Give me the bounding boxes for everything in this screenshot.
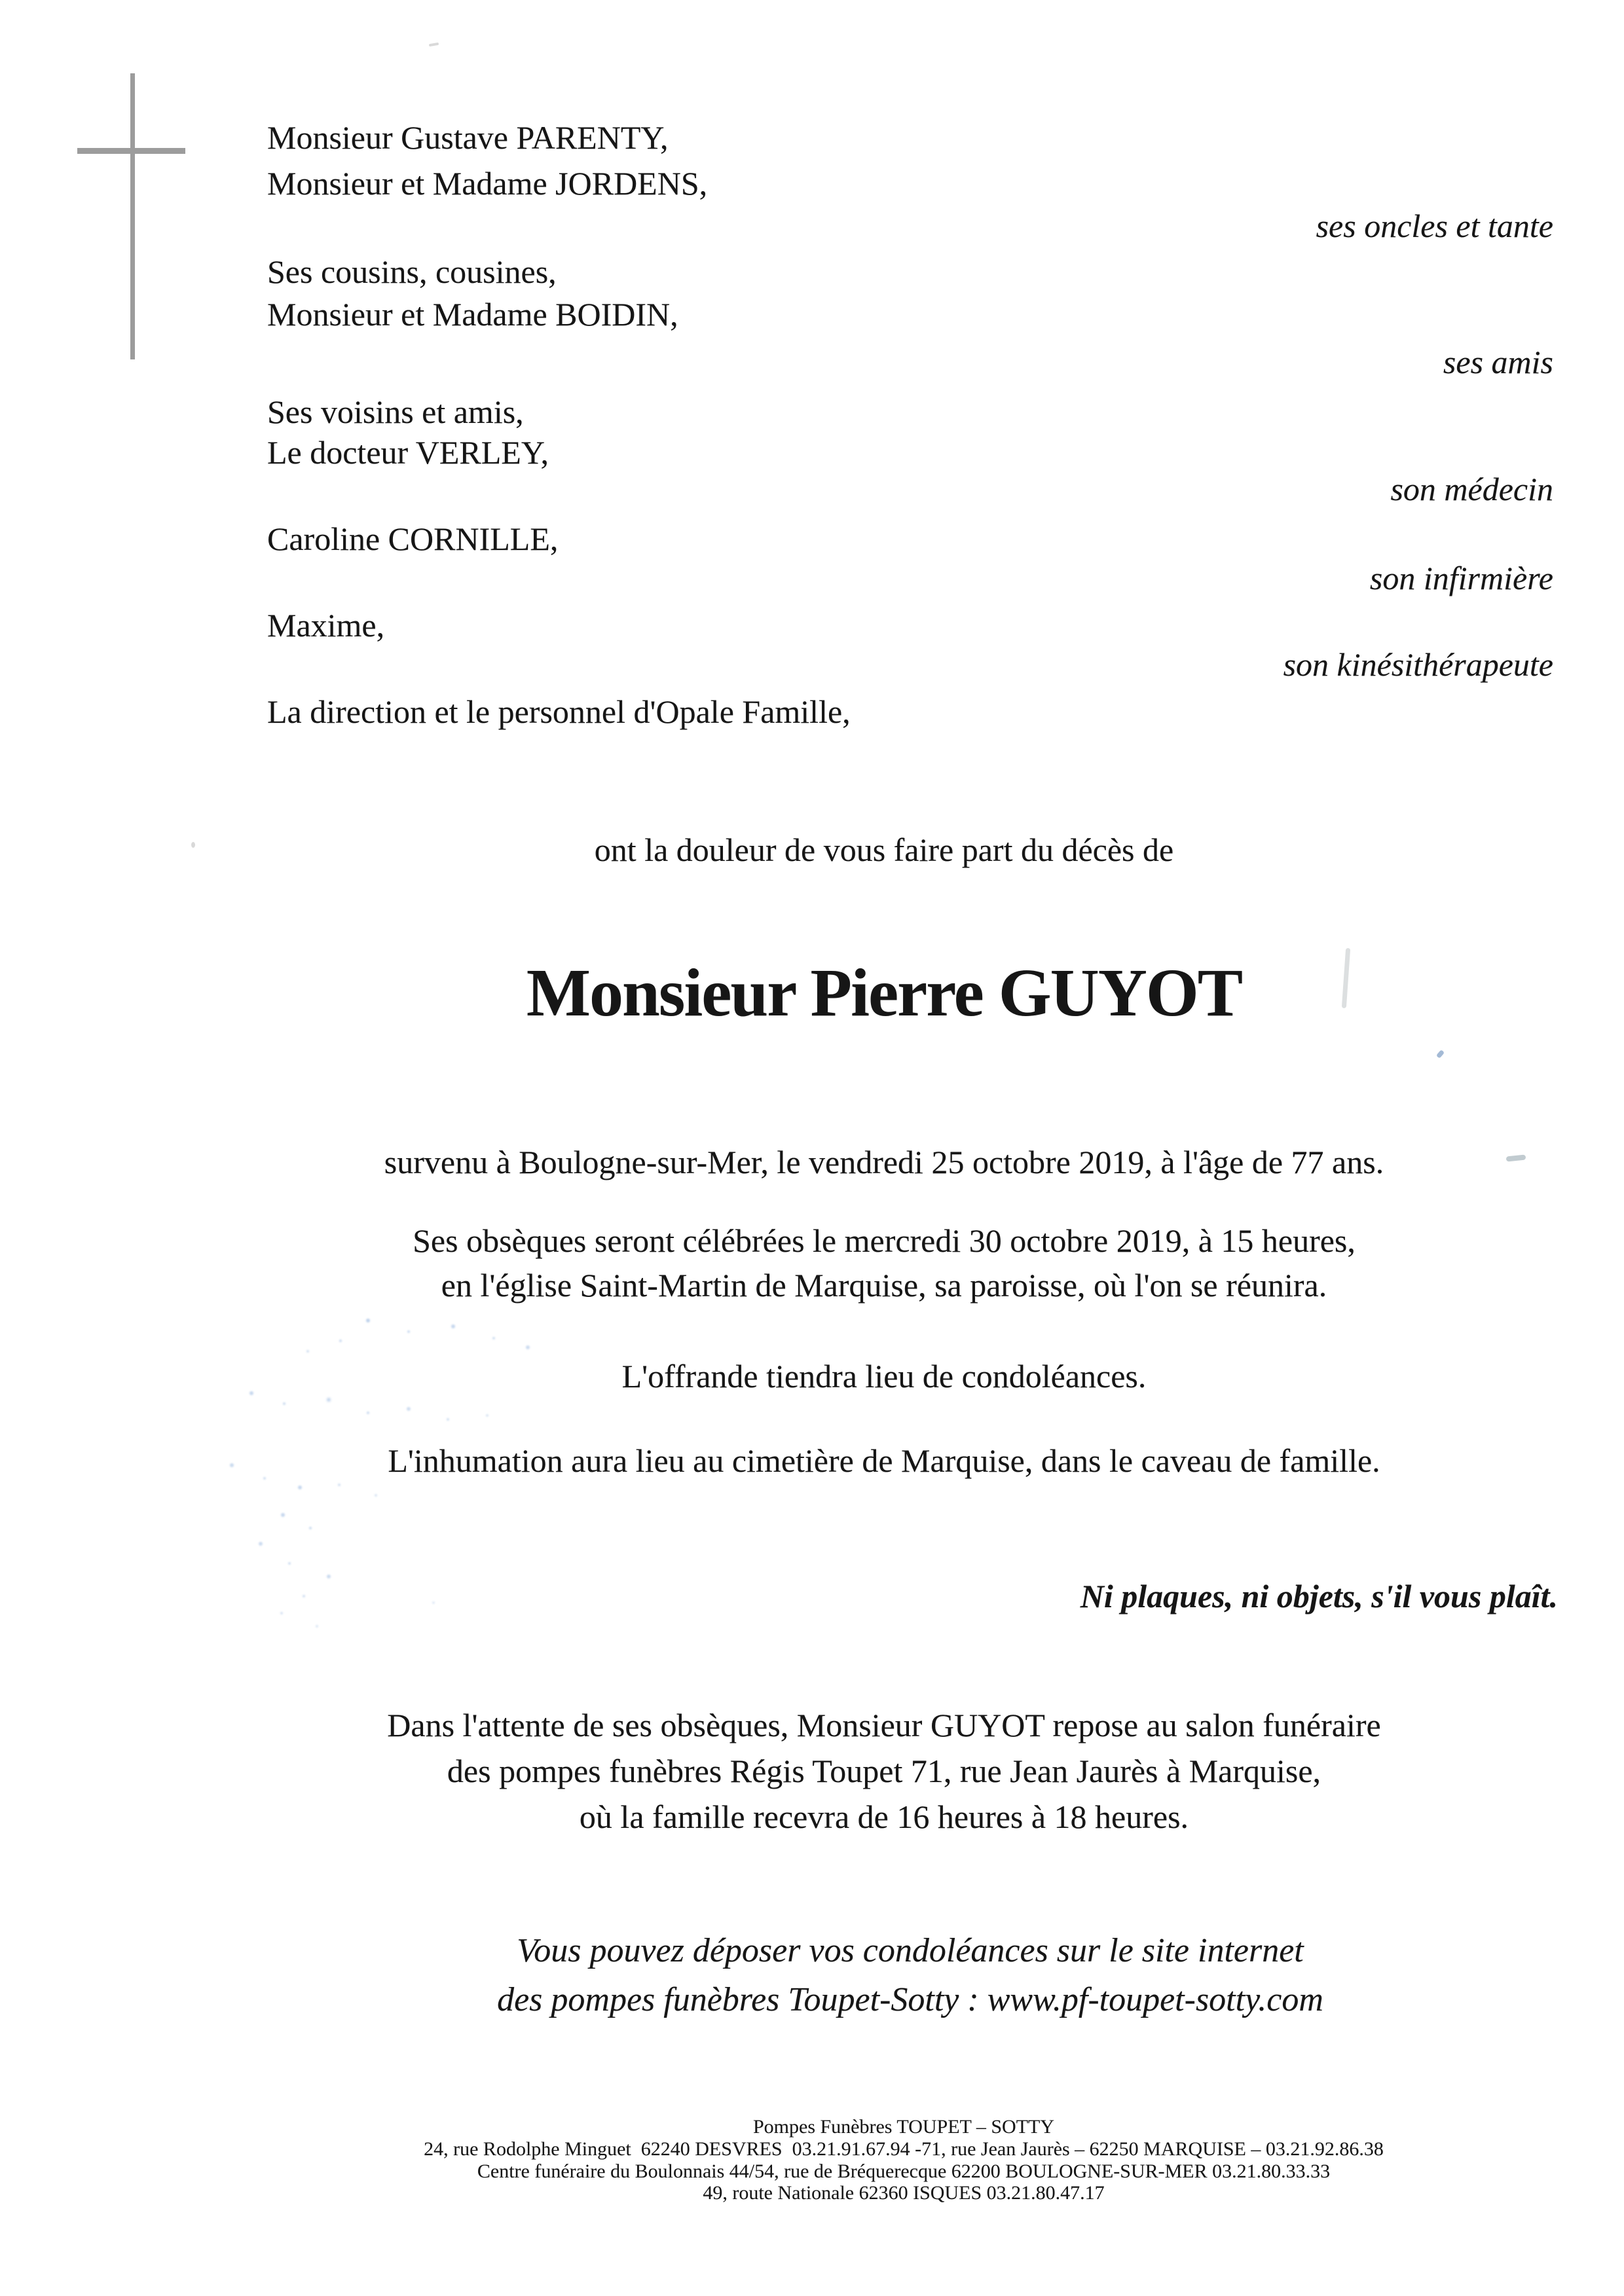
relation-label: ses oncles et tante <box>1316 208 1553 244</box>
repose-line-3: où la famille recevra de 16 heures à 18 heures. <box>579 1798 1189 1835</box>
announcer-name: Ses cousins, cousines, <box>267 253 557 290</box>
ceremony-line-2: en l'église Saint-Martin de Marquise, sa paroisse, où l'on se réunira. <box>441 1267 1327 1303</box>
relation-label: son kinésithérapeute <box>1283 646 1553 683</box>
announcer-name: Ses voisins et amis, <box>267 393 524 430</box>
scan-artifact-top-speck <box>429 43 439 47</box>
relation-label: son infirmière <box>1369 560 1553 596</box>
scan-artifact-blue-tick <box>1436 1049 1445 1059</box>
condolence-website-line-1: Vous pouvez déposer vos condoléances sur le site internet <box>517 1932 1304 1969</box>
scan-artifact-left-speck <box>191 842 195 848</box>
no-plaques-request: Ni plaques, ni objets, s'il vous plaît. <box>1080 1578 1558 1614</box>
relation-label: ses amis <box>1443 344 1553 380</box>
footer-address-line-2: Centre funéraire du Boulonnais 44/54, rue de Bréquerecque 62200 BOULOGNE-SUR-MER 03.21.80.33.33 <box>477 2160 1331 2182</box>
announcer-name: Monsieur et Madame BOIDIN, <box>267 296 678 333</box>
announcer-name: Maxime, <box>267 607 385 644</box>
footer-company-name: Pompes Funèbres TOUPET – SOTTY <box>752 2116 1055 2138</box>
announcer-name: Caroline CORNILLE, <box>267 520 559 557</box>
announcer-name: Le docteur VERLEY, <box>267 434 549 471</box>
relation-label: son médecin <box>1390 471 1553 507</box>
condolence-website-line-2: des pompes funèbres Toupet-Sotty : www.pf-toupet-sotty.com <box>497 1981 1323 2018</box>
repose-line-1: Dans l'attente de ses obsèques, Monsieur GUYOT repose au salon funéraire <box>387 1707 1381 1743</box>
announcement-intro: ont la douleur de vous faire part du décès de <box>594 831 1174 868</box>
repose-line-2: des pompes funèbres Régis Toupet 71, rue Jean Jaurès à Marquise, <box>447 1753 1321 1789</box>
footer-address-line-1: 24, rue Rodolphe Minguet 62240 DESVRES 03.21.91.67.94 -71, rue Jean Jaurès – 62250 MARQUISE – 03.21.92.86.38 <box>424 2138 1384 2160</box>
burial-line: L'inhumation aura lieu au cimetière de Marquise, dans le caveau de famille. <box>388 1442 1380 1479</box>
ceremony-line-1: Ses obsèques seront célébrées le mercredi 30 octobre 2019, à 15 heures, <box>413 1222 1356 1259</box>
cross-vertical-bar <box>130 73 135 359</box>
footer-address-line-3: 49, route Nationale 62360 ISQUES 03.21.80.47.17 <box>703 2182 1105 2204</box>
announcer-name: Monsieur et Madame JORDENS, <box>267 165 708 202</box>
offering-line: L'offrande tiendra lieu de condoléances. <box>621 1358 1147 1394</box>
announcer-name: La direction et le personnel d'Opale Famille, <box>267 693 851 730</box>
cross-horizontal-bar <box>77 148 185 154</box>
deceased-name-title: Monsieur Pierre GUYOT <box>526 955 1242 1030</box>
blue-ink-smudge <box>0 0 3 3</box>
announcer-name: Monsieur Gustave PARENTY, <box>267 119 669 156</box>
death-details: survenu à Boulogne-sur-Mer, le vendredi 25 octobre 2019, à l'âge de 77 ans. <box>384 1144 1384 1180</box>
